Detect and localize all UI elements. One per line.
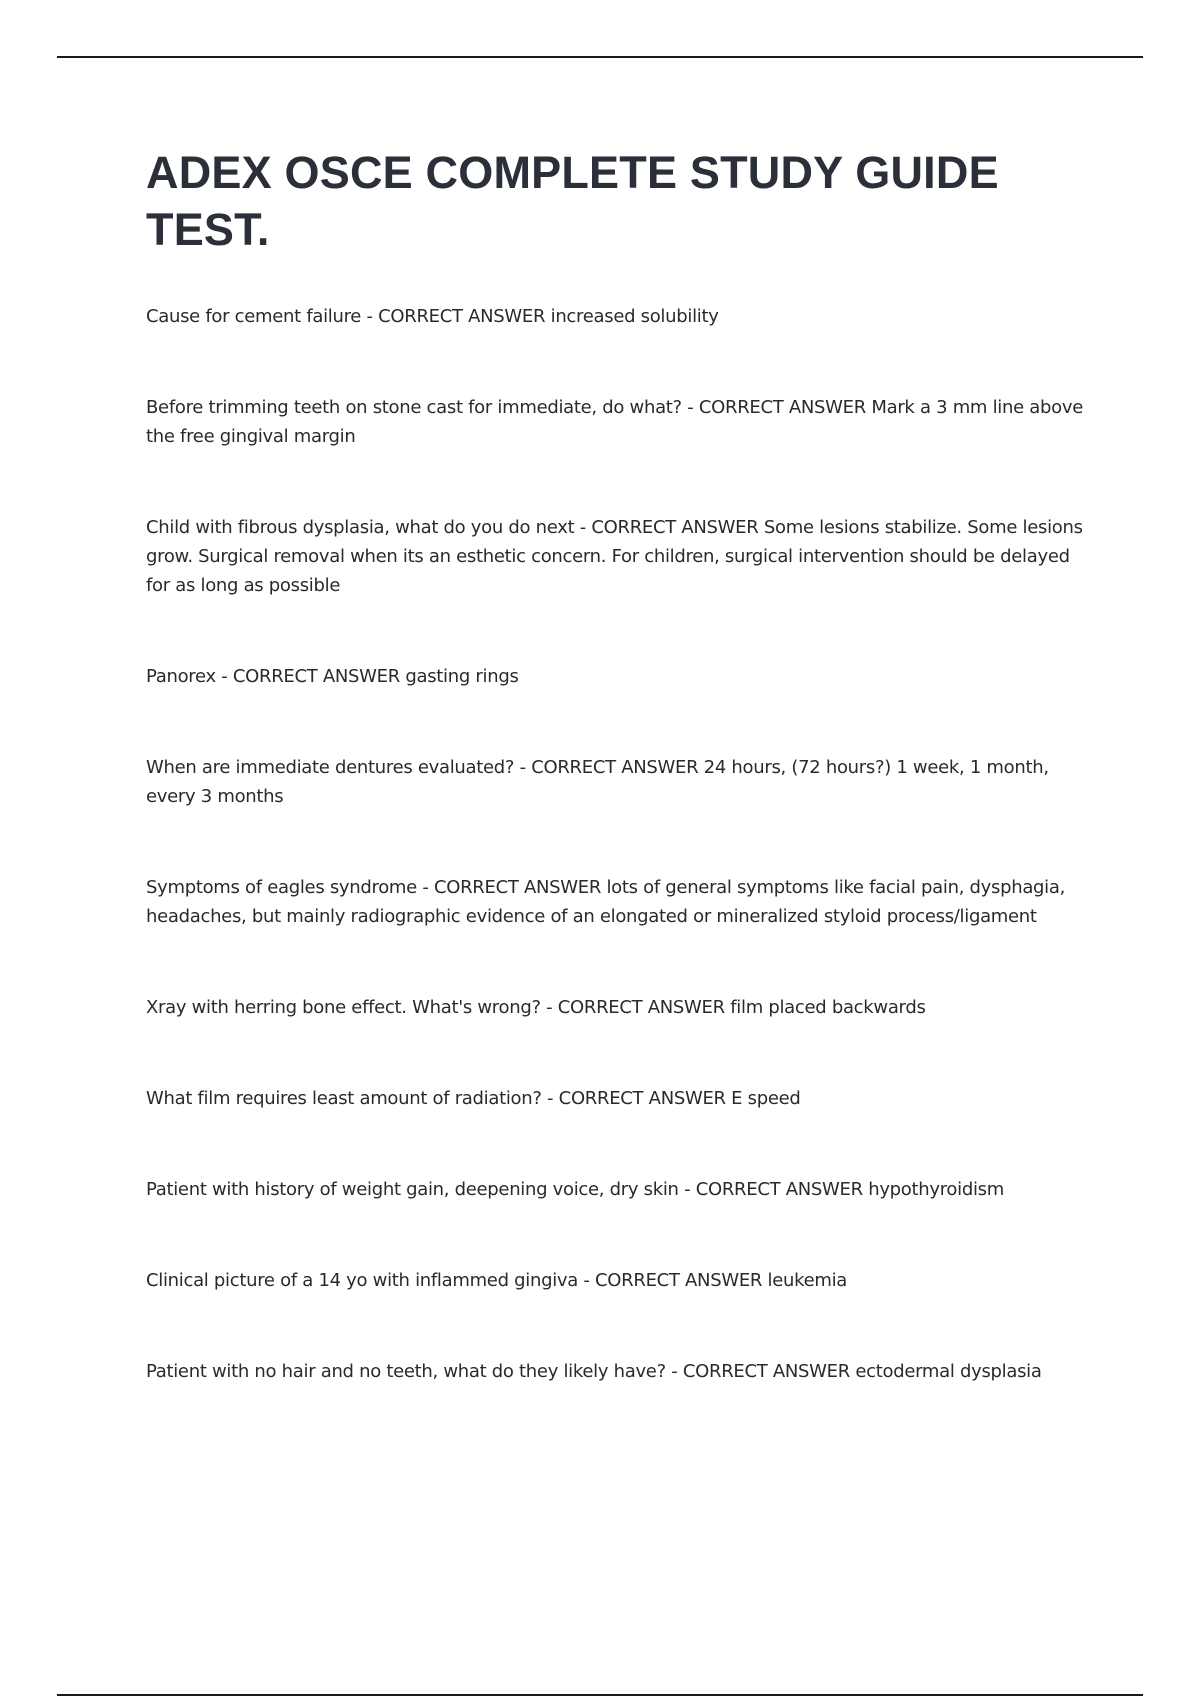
- qa-item: Child with fibrous dysplasia, what do you do next - CORRECT ANSWER Some lesions stabilize. Some lesions grow. Surgical removal when its an esthetic concern. For children, surgical intervention should be delayed for as long as possible: [146, 517, 1083, 596]
- top-divider: [57, 56, 1143, 58]
- bottom-divider: [57, 1694, 1143, 1696]
- document-title: ADEX OSCE COMPLETE STUDY GUIDE TEST.: [146, 147, 999, 255]
- qa-item: What film requires least amount of radiation? - CORRECT ANSWER E speed: [146, 1088, 801, 1109]
- qa-item: Panorex - CORRECT ANSWER gasting rings: [146, 666, 519, 687]
- qa-list: [146, 302, 1096, 1448]
- qa-item: Symptoms of eagles syndrome - CORRECT ANSWER lots of general symptoms like facial pain, dysphagia, headaches, but mainly radiographic evidence of an elongated or mineralized styloid process/ligament: [146, 877, 1066, 927]
- qa-item: Before trimming teeth on stone cast for immediate, do what? - CORRECT ANSWER Mark a 3 mm line above the free gingival margin: [146, 397, 1083, 447]
- qa-item: When are immediate dentures evaluated? - CORRECT ANSWER 24 hours, (72 hours?) 1 week, 1 month, every 3 months: [146, 757, 1049, 807]
- qa-item: Cause for cement failure - CORRECT ANSWER increased solubility: [146, 306, 719, 327]
- qa-item: Patient with no hair and no teeth, what do they likely have? - CORRECT ANSWER ectodermal dysplasia: [146, 1361, 1042, 1382]
- qa-item: Clinical picture of a 14 yo with inflammed gingiva - CORRECT ANSWER leukemia: [146, 1270, 848, 1291]
- qa-item: Xray with herring bone effect. What's wrong? - CORRECT ANSWER film placed backwards: [146, 997, 926, 1018]
- qa-item: Patient with history of weight gain, deepening voice, dry skin - CORRECT ANSWER hypothyroidism: [146, 1179, 1004, 1200]
